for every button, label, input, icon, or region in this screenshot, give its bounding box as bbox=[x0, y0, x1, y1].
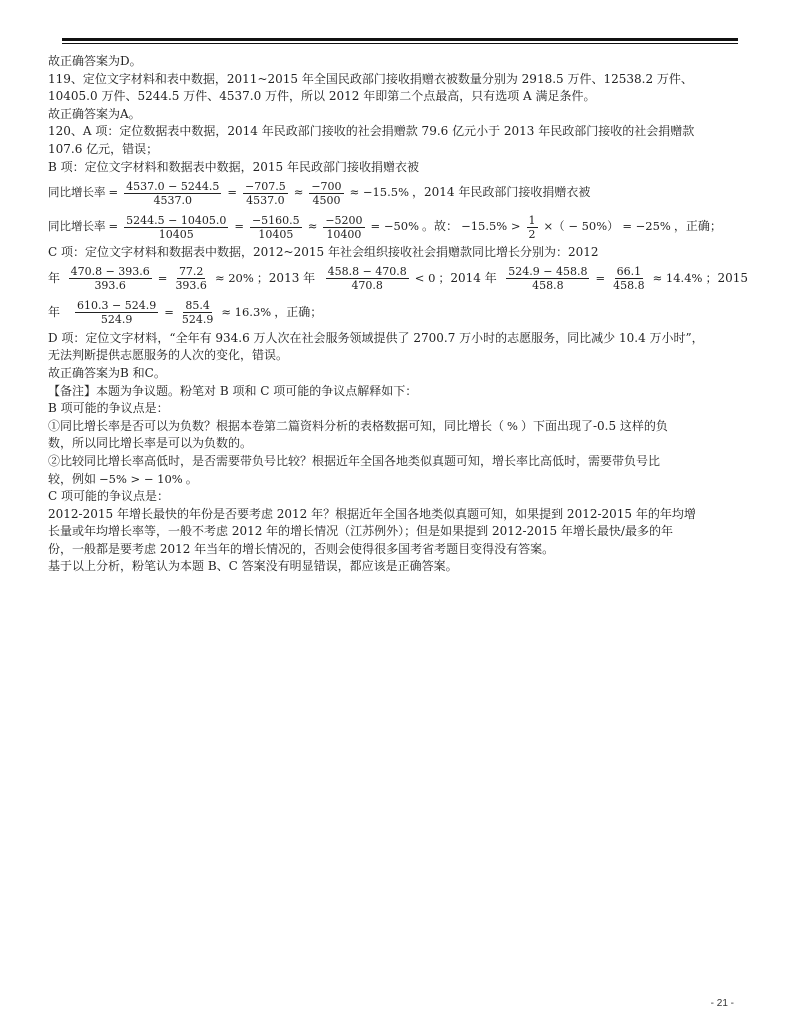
percent-symbol: % bbox=[507, 418, 518, 433]
denominator: 10405 bbox=[258, 227, 294, 241]
formula-result: ≈ −15.5% bbox=[349, 185, 410, 200]
formula-result: ≈ 20% bbox=[214, 270, 254, 285]
text-span: 较，例如 bbox=[48, 471, 97, 486]
approx-sign: ≈ bbox=[293, 185, 304, 200]
formula-label: 同比增长率 bbox=[48, 219, 106, 234]
denominator: 2 bbox=[528, 227, 536, 241]
numerator: 610.3 − 524.9 bbox=[77, 299, 157, 313]
formula-b2 bbox=[48, 210, 748, 244]
formula-mid-text: 。故： bbox=[422, 219, 459, 234]
text-line: 无法判断提供志愿服务的人次的变化，错误。 bbox=[48, 348, 289, 363]
text-line: 【备注】本题为争议题。粉笔对 B 项和 C 项可能的争议点解释如下： bbox=[48, 383, 418, 398]
fraction bbox=[250, 214, 302, 241]
equals-sign: = bbox=[157, 270, 168, 285]
numerator: 4537.0 − 5244.5 bbox=[126, 179, 220, 193]
equals-sign: = bbox=[595, 270, 606, 285]
denominator: 524.9 bbox=[100, 313, 133, 327]
numerator: 5244.5 − 10405.0 bbox=[126, 213, 227, 227]
text-span: 。 bbox=[185, 471, 198, 486]
text-line: C 项：定位文字材料和数据表中数据，2012~2015 年社会组织接收社会捐赠款同比增长分别为：2012 bbox=[48, 245, 599, 260]
year-label: 年 bbox=[48, 270, 61, 285]
numerator: −5160.5 bbox=[251, 213, 300, 227]
fraction bbox=[326, 265, 409, 292]
text-line: B 项可能的争议点是： bbox=[48, 401, 169, 416]
text-line: 份，一般都是要考虑 2012 年当年的增长情况的，否则会使得很多国考省考题目变得没有答案。 bbox=[48, 541, 555, 556]
denominator: 470.8 bbox=[351, 279, 383, 293]
page-number: - 21 - bbox=[710, 998, 734, 1009]
year-separator: ；2013 年 bbox=[256, 270, 316, 285]
text-line: 故正确答案为D。 bbox=[48, 54, 142, 68]
text-line: 107.6 亿元，错误； bbox=[48, 141, 159, 156]
numerator: −5200 bbox=[325, 213, 363, 227]
equals-sign: = bbox=[108, 185, 119, 200]
text-line: 故正确答案为A。 bbox=[48, 106, 141, 121]
formula-c1 bbox=[48, 262, 748, 296]
fraction bbox=[506, 265, 589, 292]
header-rule-thick bbox=[62, 38, 738, 41]
header-rule-thin bbox=[62, 43, 738, 44]
numerator: −707.5 bbox=[244, 179, 286, 193]
text-line: 120、A 项：定位数据表中数据，2014 年民政部门接收的社会捐赠款 79.6 亿元小于 2013 年民政部门接收的社会捐赠款 bbox=[48, 124, 695, 139]
year-separator: ；2014 年 bbox=[438, 270, 497, 285]
dispute-point-2-cont bbox=[48, 471, 748, 489]
approx-sign: ≈ bbox=[307, 219, 318, 234]
denominator: 10400 bbox=[326, 227, 362, 241]
fraction bbox=[75, 299, 158, 326]
denominator: 4537.0 bbox=[246, 193, 285, 207]
denominator: 393.6 bbox=[175, 279, 207, 293]
text-line: 119、定位文字材料和表中数据，2011~2015 年全国民政部门接收捐赠衣被数量分别为 2918.5 万件、12538.2 万件、 bbox=[48, 71, 693, 86]
formula-tail-text: ，正确； bbox=[274, 304, 323, 319]
denominator: 524.9 bbox=[181, 313, 214, 327]
numerator: 66.1 bbox=[616, 265, 642, 279]
text-line: D 项：定位文字材料，“全年有 934.6 万人次在社会服务领域提供了 2700.7 万小时的志愿服务，同比减少 10.4 万小时”， bbox=[48, 330, 704, 345]
text-span: ）下面出现了-0.5 这样的负 bbox=[520, 418, 668, 433]
formula-b1 bbox=[48, 176, 748, 210]
fraction-half bbox=[527, 214, 538, 241]
text-line: 2012-2015 年增长最快的年份是否要考虑 2012 年？根据近年全国各地类似真题可知，如果提到 2012-2015 年的年均增 bbox=[48, 506, 696, 521]
numerator: −700 bbox=[311, 179, 342, 193]
denominator: 458.8 bbox=[613, 279, 645, 293]
text-line: B 项：定位文字材料和数据表中数据，2015 年民政部门接收捐赠衣被 bbox=[48, 159, 419, 174]
denominator: 4537.0 bbox=[153, 193, 192, 207]
fraction bbox=[243, 180, 288, 207]
fraction bbox=[69, 265, 152, 292]
fraction bbox=[611, 265, 647, 292]
text-line: C 项可能的争议点是： bbox=[48, 489, 169, 504]
year-label: 年 bbox=[48, 304, 61, 319]
formula-result: ≈ 14.4% bbox=[652, 270, 703, 285]
numerator: 85.4 bbox=[185, 299, 210, 313]
text-line: 数，所以同比增长率是可以为负数的。 bbox=[48, 436, 253, 451]
fraction bbox=[323, 214, 364, 241]
comparison-expr: −5% > − 10% bbox=[99, 471, 183, 486]
denominator: 10405 bbox=[158, 227, 194, 241]
fraction bbox=[124, 214, 228, 241]
formula-result: < 0 bbox=[414, 270, 436, 285]
fraction bbox=[124, 180, 221, 207]
equals-sign: = bbox=[234, 219, 244, 234]
numerator: 470.8 − 393.6 bbox=[70, 265, 150, 279]
equals-sign: = bbox=[108, 219, 119, 234]
numerator: 1 bbox=[528, 213, 536, 227]
dispute-point-2: ②比较同比增长率高低时，是否需要带负号比较？根据近年全国各地类似真题可知，增长率比高低时，需要带负号比 bbox=[48, 453, 661, 468]
formula-result: ≈ 16.3% bbox=[221, 304, 272, 319]
text-line: 10405.0 万件、5244.5 万件、4537.0 万件，所以 2012 年即第二个点最高，只有选项 A 满足条件。 bbox=[48, 89, 596, 104]
numerator: 77.2 bbox=[178, 265, 204, 279]
dispute-point-1 bbox=[48, 418, 748, 436]
fraction bbox=[180, 299, 216, 326]
equals-sign: = bbox=[164, 304, 174, 319]
equals-sign: = bbox=[227, 185, 237, 200]
formula-label: 同比增长率 bbox=[48, 185, 106, 200]
comparison-result: ×（ − 50%） = −25% bbox=[543, 219, 671, 234]
fraction bbox=[173, 265, 209, 292]
text-line: 故正确答案为B 和C。 bbox=[48, 365, 166, 380]
formula-tail-text: ，2014 年民政部门接收捐赠衣被 bbox=[412, 185, 591, 200]
comparison-expr: −15.5% > bbox=[461, 219, 521, 234]
denominator: 4500 bbox=[312, 193, 341, 207]
text-line: 长量或年均增长率等，一般不考虑 2012 年的增长情况（江苏例外）；但是如果提到 2012-2015 年增长最快/最多的年 bbox=[48, 524, 673, 539]
denominator: 458.8 bbox=[532, 279, 564, 293]
numerator: 458.8 − 470.8 bbox=[327, 265, 407, 279]
formula-result: = −50% bbox=[370, 219, 420, 234]
fraction bbox=[309, 180, 343, 207]
text-span: ①同比增长率是否可以为负数？根据本卷第二篇资料分析的表格数据可知，同比增长（ bbox=[48, 418, 505, 433]
formula-tail-text: ，正确； bbox=[673, 219, 722, 234]
numerator: 524.9 − 458.8 bbox=[508, 265, 588, 279]
page-content bbox=[48, 53, 748, 576]
denominator: 393.6 bbox=[94, 279, 126, 293]
year-separator: ；2015 bbox=[705, 270, 748, 285]
text-line: 基于以上分析，粉笔认为本题 B、C 答案没有明显错误，都应该是正确答案。 bbox=[48, 559, 458, 574]
formula-c2 bbox=[48, 296, 748, 330]
